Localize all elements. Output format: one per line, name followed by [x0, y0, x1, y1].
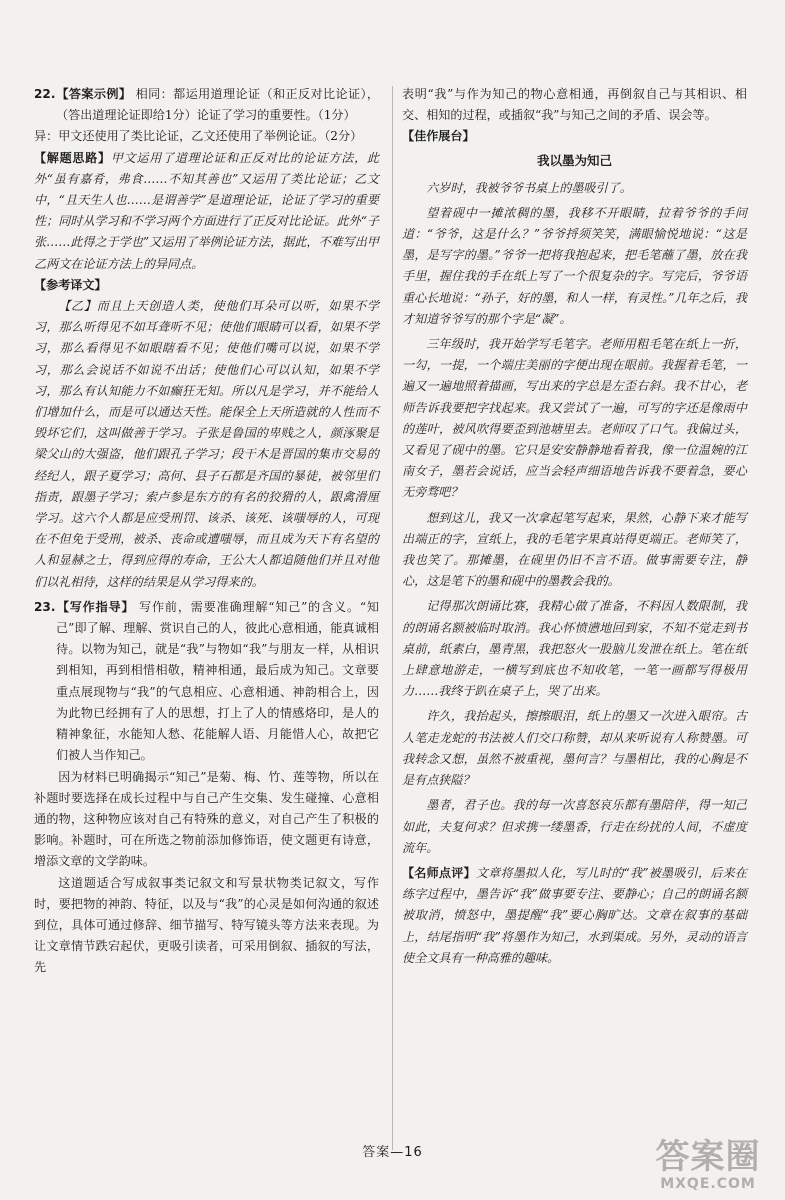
essay-paragraph: 墨者，君子也。我的每一次喜怒哀乐都有墨陪伴，得一知己如此，夫复何求？但求携一缕墨香，行走在纷扰的人间，不虚度流年。: [402, 798, 747, 855]
q23-guide-continuation: 表明“我”与作为知己的物心意相通，再倒叙自己与其相识、相交、相知的过程，或插叙“我”与知己之间的矛盾、误会等。: [402, 87, 747, 123]
right-column: [402, 84, 747, 969]
essay-paragraph: 三年级时，我开始学写毛笔字。老师用粗毛笔在纸上一折，一勾，一提，一个端庄美丽的字便出现在眼前。我握着毛笔，一遍又一遍地照着描画，写出来的字总是左歪右斜。我不甘心，老师告诉我要把字找起来。我又尝试了一遍，可写的字还是像雨中的莲叶，被风吹得要歪到池塘里去。老师叹了口气。我偏过头，又看见了砚中的墨。它只是安安静静地看着我，像一位温婉的江南女子，墨若会说话，应当会轻声细语地告诉我不要着急，要心无旁骛吧？: [402, 337, 747, 500]
q22-translation-text: 【乙】而且上天创造人类，使他们耳朵可以听，如果不学习，那么听得见不如耳聋听不见；使他们眼睛可以看，如果不学习，那么看得见不如眼瞎看不见；使他们嘴可以说，如果不学习，那么会说话不如说不出话；使他们心可以认知，如果不学习，那么有认知能力不如癫狂无知。所以凡是学习，并不能给人们增加什么，而是可以通达天性。能保全上天所造就的人性而不毁坏它们，这叫做善于学习。子张是鲁国的卑贱之人，颜涿聚是梁父山的大强盗，他们跟孔子学习；段干木是晋国的集市交易的经纪人，跟子夏学习；高何、县子石都是齐国的暴徒，被邻里们指责，跟墨子学习；索卢参是东方的有名的狡猾的人，跟禽滑厘学习。这六个人都是应受刑罚、该杀、该死、该嗤辱的人，可现在不但免于受刑，被杀、丧命或遭嗤辱，而且成为天下有名望的人和显赫之士，得到应得的寿命，王公大人都追随他们并且对他们以礼相待，这样的结果是从学习得来的。: [34, 299, 379, 589]
q23-guide-p3: 这道题适合写成叙事类记叙文和写景状物类记叙文，写作时，要把物的神韵、特征，以及与“我”的心灵是如何沟通的叙述到位，具体可通过修辞、细节描写、特写镜头等方法来表现。为让文章情节跌宕起伏，更吸引读者，可采用倒叙、插叙的写法，先: [34, 875, 379, 975]
essay-paragraph: 记得那次朗诵比赛，我精心做了准备，不料因人数限制，我的朗诵名额被临时取消。我心怀愤懑地回到家，不知不觉走到书桌前，纸素白，墨青黑，我把怒火一股脑儿发泄在纸上。笔在纸上肆意地游走，一横写到底也不知收笔，一笔一画都写得极用力……我终于趴在桌子上，哭了出来。: [402, 599, 747, 699]
site-watermark: [639, 1138, 777, 1196]
showcase-tag: 【佳作展台】: [402, 129, 475, 144]
watermark-logo: 答案圈: [655, 1137, 761, 1177]
left-column: [34, 84, 379, 979]
q23-guide-p1: 写作前，需要准确理解“知己”的含义。“知己”即了解、理解、赏识自己的人，彼此心意相通，能真诚相待。以物为知己，就是“我”与物如“我”与朋友一样，从相识到相知，再到相惜相敬，精神相通，最后成为知己。文章要重点展现物与“我”的气息相应、心意相通、神韵相合上，因为此物已经拥有了人的思想，打上了人的情感烙印，是人的精神象征，水能知人愁、花能解人语、月能惜人心，故把它们被人当作知己。: [56, 599, 379, 763]
review-tag: 【名师点评】: [402, 865, 476, 880]
teacher-review: [402, 863, 747, 969]
column-divider: [392, 86, 393, 1150]
q22-answer-text-2: 异：甲文还使用了类比论证，乙文还使用了举例论证。（2分）: [34, 129, 363, 144]
q23-number: 23.: [34, 599, 56, 614]
q23-guide: [34, 597, 379, 767]
essay-title: 我以墨为知己: [536, 152, 612, 168]
page-footer: 答案—16: [362, 1145, 423, 1160]
q23-guide-tag: 【写作指导】: [56, 599, 135, 614]
q22-answer-tag: 【答案示例】: [56, 87, 132, 101]
q22-translation-tag: 【参考译文】: [34, 277, 107, 292]
essay-paragraph: 望着砚中一摊浓稠的墨，我移不开眼睛，拉着爷爷的手问道：“爷爷，这是什么？”爷爷捋须笑笑，满眼愉悦地说：“这是墨，是写字的墨。”爷爷一把将我抱起来，把毛笔蘸了墨，放在我手里，握住我的手在纸上写了一个很复杂的字。写完后，爷爷语重心长地说：“孙子，好的墨，和人一样，有灵性。”几年之后，我才知道爷爷写的那个字是“凝”。: [402, 205, 747, 326]
essay-paragraph: 想到这儿，我又一次拿起笔写起来，果然，心静下来才能写出端正的字，宣纸上，我的毛笔字果真站得更端正。老师笑了，我也笑了。那摊墨，在砚里仍旧不言不语。做事需要专注，静心，这是笔下的墨和砚中的墨教会我的。: [402, 510, 747, 589]
essay-paragraph: 六岁时，我被爷爷书桌上的墨吸引了。: [426, 180, 632, 195]
q22-analysis: [34, 148, 379, 275]
q22-analysis-tag: 【解题思路】: [34, 150, 111, 165]
q22-analysis-text: 甲文运用了道理论证和正反对比的论证方法，此外“虽有嘉肴，弗食……不知其善也”又运用了类比论证；乙文中，“且天生人也……是谓善学”是道理论证，论证了学习的重要性；同时从学习和不学习两个方面进行了正反对比论证。此外“子张……此得之于学也”又运用了举例论证方法，据此，不难写出甲乙两文在论证方法上的异同点。: [34, 150, 379, 271]
review-text: 文章将墨拟人化，写儿时的“我”被墨吸引，后来在练字过程中，墨告诉“我”做事要专注、要静心；自己的朗诵名额被取消，愤怒中，墨提醒“我”要心胸旷达。文章在叙事的基础上，结尾指明“我”将墨作为知己，水到渠成。另外，灵动的语言使全文具有一种高雅的趣味。: [402, 865, 747, 965]
q23-guide-p2: 因为材料已明确揭示“知己”是菊、梅、竹、莲等物，所以在补题时要选择在成长过程中与自己产生交集、发生碰撞、心意相通的物，这种物应该对自己有特殊的意义，对自己产生了积极的影响。补题时，可在所选之物前添加修饰语，使文题更有诗意，增添文章的文学韵味。: [34, 769, 379, 869]
watermark-url: MXQE.COM: [660, 1176, 756, 1192]
essay-paragraph: 许久，我抬起头，擦擦眼泪，纸上的墨又一次进入眼帘。古人笔走龙蛇的书法被人们交口称赞，却从来听说有人称赞墨。可我转念又想，虽然不被重视，墨何言？与墨相比，我的心胸是不是有点狭隘？: [402, 709, 747, 788]
q22-answer: [34, 84, 379, 126]
q22-number: 22.: [34, 87, 56, 101]
q22-answer-text: 相同：都运用道理论证（和正反对比论证），（答出道理论证即给1分）论证了学习的重要性。（1分）: [56, 87, 379, 123]
